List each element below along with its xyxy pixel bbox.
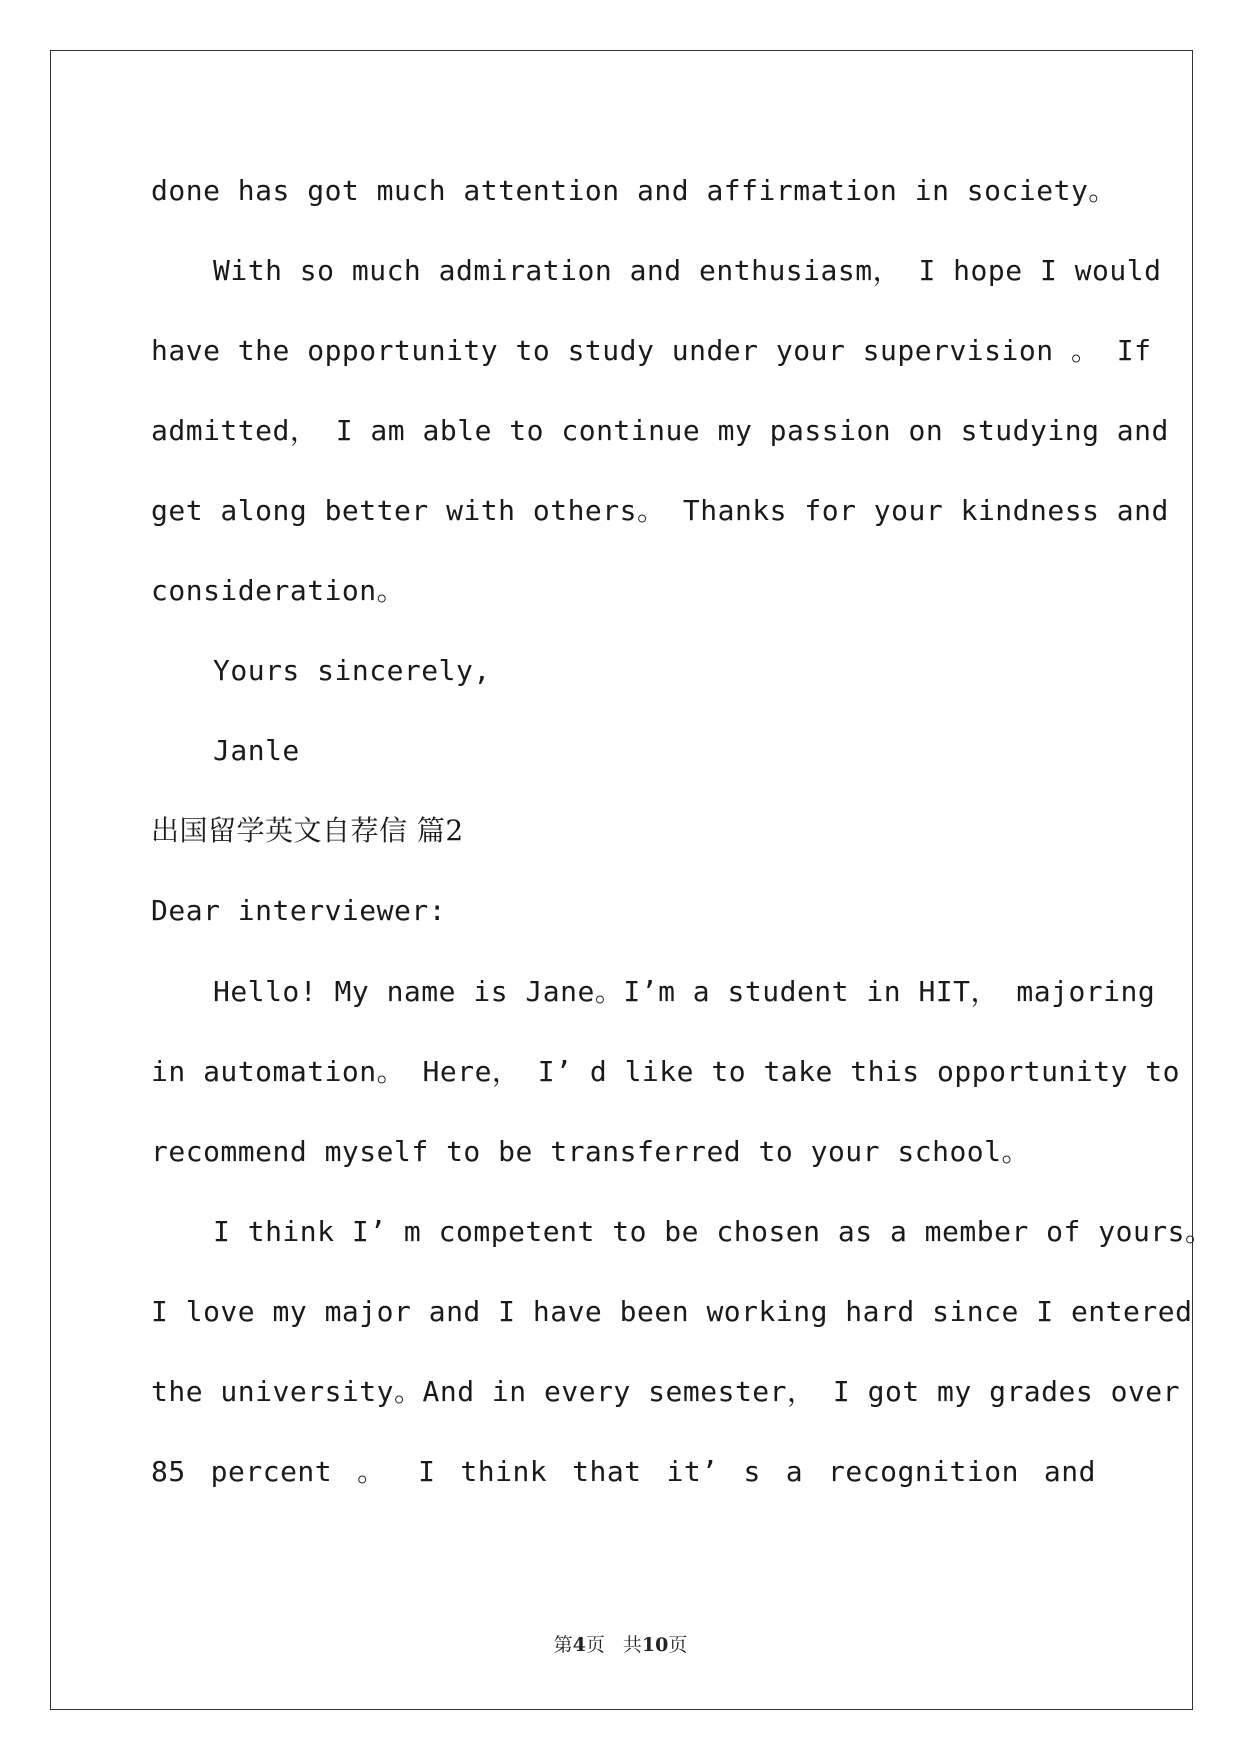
page-footer — [0, 1632, 1241, 1658]
page-label-suffix: 页 — [585, 1634, 605, 1656]
paragraph-line: the university。And in every semester， I got my grades over — [151, 1375, 1181, 1408]
section-heading: 出国留学英文自荐信 篇2 — [151, 814, 464, 847]
closing-line: Yours sincerely, — [213, 654, 491, 687]
total-label-suffix: 页 — [668, 1634, 688, 1656]
salutation: Dear interviewer: — [151, 894, 447, 927]
page-label-prefix: 第 — [553, 1634, 573, 1656]
paragraph-line: Hello! My name is Jane。I’m a student in HIT， majoring — [213, 975, 1156, 1008]
paragraph-line: done has got much attention and affirmation in society。 — [151, 174, 1117, 207]
paragraph-line: I think I’ m competent to be chosen as a member of yours。 — [213, 1215, 1214, 1248]
paragraph-line: recommend myself to be transferred to your school。 — [151, 1135, 1031, 1168]
signature-name: Janle — [213, 734, 300, 767]
paragraph-line: 85 percent 。 I think that it’ s a recognition and — [151, 1455, 1096, 1488]
total-label-prefix: 共 — [622, 1634, 642, 1656]
paragraph-line: I love my major and I have been working hard since I entered — [151, 1295, 1193, 1328]
paragraph-line: have the opportunity to study under your supervision 。 If — [151, 334, 1152, 367]
total-pages: 10 — [641, 1634, 669, 1656]
paragraph-line: admitted， I am able to continue my passion on studying and — [151, 414, 1169, 447]
paragraph-line: With so much admiration and enthusiasm， I hope I would — [213, 254, 1162, 287]
paragraph-line: consideration。 — [151, 574, 406, 607]
paragraph-line: get along better with others。 Thanks for your kindness and — [151, 494, 1169, 527]
paragraph-line: in automation。 Here， I’ d like to take this opportunity to — [151, 1055, 1181, 1088]
page-number: 4 — [572, 1634, 586, 1656]
